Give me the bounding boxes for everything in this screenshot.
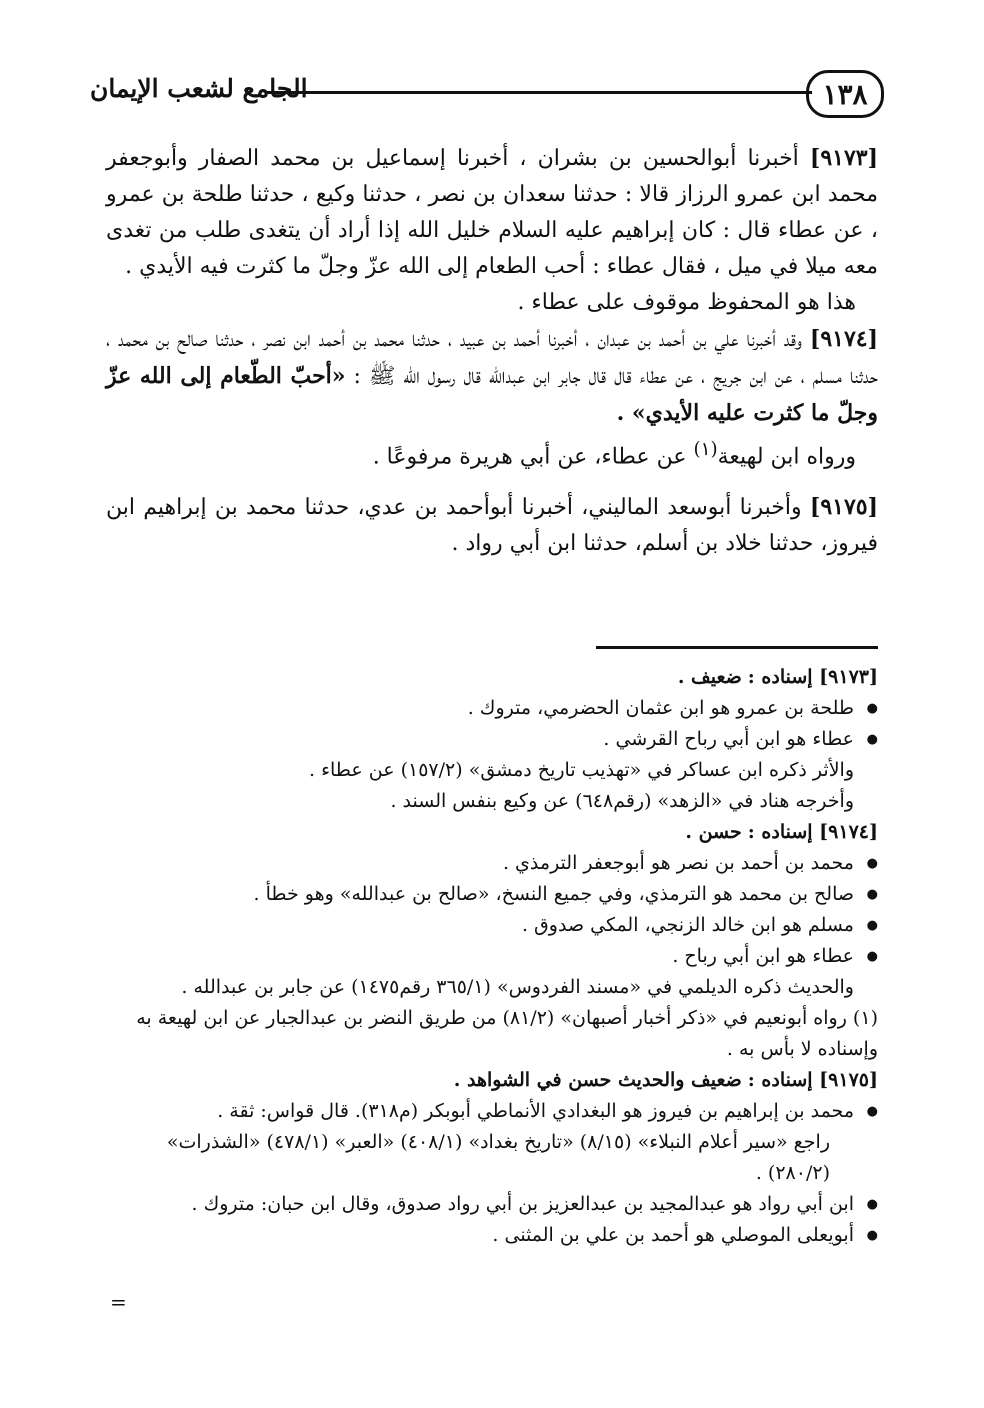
hadith-comment: هذا هو المحفوظ موقوف على عطاء .	[517, 290, 856, 315]
page-number: ١٣٨	[806, 70, 884, 118]
hadith-number: [٩١٧٤]	[809, 326, 878, 352]
note-text: والأثر ذكره ابن عساكر في «تهذيب تاريخ دمشق» (١٥٧/٢) عن عطاء .	[308, 759, 854, 781]
note-bullet: ● محمد بن أحمد بن نصر هو أبوجعفر الترمذي .	[118, 848, 878, 879]
note-text: وأخرجه هناد في «الزهد» (رقم٦٤٨) عن وكيع بنفس السند .	[390, 790, 854, 812]
footnotes	[118, 662, 878, 1251]
hadith-number: [٩١٧٣]	[809, 145, 879, 171]
note-bullet: ● طلحة بن عمرو هو ابن عثمان الحضرمي، متروك .	[118, 693, 878, 724]
note-grade: حسن .	[685, 821, 742, 843]
note-grade: ضعيف والحديث حسن في الشواهد .	[453, 1069, 742, 1091]
continuation-mark: =	[110, 1290, 127, 1314]
note-bullet: ● مسلم هو ابن خالد الزنجي، المكي صدوق .	[118, 910, 878, 941]
hadith-number: [٩١٧٥]	[809, 494, 879, 521]
note-grade: ضعيف .	[677, 666, 742, 688]
note-heading	[118, 1065, 878, 1096]
note-bullet: ● عطاء هو ابن أبي رباح القرشي .	[118, 724, 878, 755]
note-bullet: ● ابن أبي رواد هو عبدالمجيد بن عبدالعزيز بن أبي رواد صدوق، وقال ابن حبان: متروك .	[118, 1189, 878, 1220]
footnote-1: (١) رواه أبونعيم في «ذكر أخبار أصبهان» (٨١/٢) من طريق النضر بن عبدالجبار عن ابن لهيعة به وإسناده لا بأس به .	[136, 1007, 878, 1060]
hadith-9174	[106, 321, 878, 432]
hadith-text: وأخبرنا أبوسعد الماليني، أخبرنا أبوأحمد بن عدي، حدثنا محمد بن إبراهيم ابن فيروز، حدثنا خلاد بن أسلم، حدثنا ابن أبي رواد .	[106, 495, 878, 557]
hadith-text: أخبرنا أبوالحسين بن بشران ، أخبرنا إسماعيل بن محمد الصفار وأبوجعفر محمد ابن عمرو الرزاز قالا : حدثنا سعدان بن نصر ، حدثنا وكيع ، حدثنا طلحة بن عمرو ، عن عطاء قال : كان إبراهيم عليه السلام خليل الله إذا أراد أن يتغدى طلب من تغدى معه ميلا في ميل ، فقال عطاء : أحب الطعام إلى الله عزّ وجلّ ما كثرت فيه الأيدي .	[106, 146, 878, 279]
note-text: والحديث ذكره الديلمي في «مسند الفردوس» (٣٦٥/١ رقم١٤٧٥) عن جابر بن عبدالله .	[181, 976, 854, 998]
hadith-quote: «أحبّ الطّعام إلى الله عزّ وجلّ ما كثرت عليه الأيدي» .	[106, 363, 878, 426]
note-continuation: راجع «سير أعلام النبلاء» (٨/١٥) «تاريخ بغداد» (٤٠٨/١) «العبر» (٤٧٨/١) «الشذرات» (٢٨٠/٢) .	[166, 1131, 830, 1184]
note-label: [٩١٧٤] إسناده :	[747, 821, 878, 843]
note-bullet: ● أبويعلى الموصلي هو أحمد بن علي بن المثنى .	[118, 1220, 878, 1251]
note-label: [٩١٧٣] إسناده :	[747, 666, 878, 688]
note-bullet: ● عطاء هو ابن أبي رباح .	[118, 941, 878, 972]
note-bullet: ● صالح بن محمد هو الترمذي، وفي جميع النسخ، «صالح بن عبدالله» وهو خطأ .	[118, 879, 878, 910]
note-heading	[118, 817, 878, 848]
footnote-ref: (١)	[693, 439, 718, 460]
hadith-comment	[106, 432, 878, 475]
book-title: الجامع لشعب الإيمان	[90, 74, 308, 103]
hadith-9173	[106, 140, 878, 285]
comment-text: عن عطاء، عن أبي هريرة مرفوعًا .	[372, 444, 687, 470]
hadith-9175	[106, 489, 878, 562]
note-label: [٩١٧٥] إسناده :	[747, 1069, 878, 1091]
header-rule	[265, 91, 812, 94]
note-heading	[118, 662, 878, 693]
footnote-separator	[596, 646, 878, 649]
page-header	[90, 64, 884, 124]
note-bullet: ● محمد بن إبراهيم بن فيروز هو البغدادي الأنماطي أبوبكر (م٣١٨). قال قواس: ثقة .	[118, 1096, 878, 1127]
hadith-text: وقد أخبرنا علي بن أحمد بن عبدان ، أخبرنا أحمد بن عبيد ، حدثنا محمد بن أحمد ابن نصر ، حدثنا صالح بن محمد ، حدثنا مسلم ، عن ابن جريج ، عن عطاء قال قال جابر ابن عبدالله قال رسول الله ﷺ :	[106, 327, 879, 389]
comment-text: ورواه ابن لهيعة	[717, 444, 856, 470]
main-text	[106, 140, 878, 562]
